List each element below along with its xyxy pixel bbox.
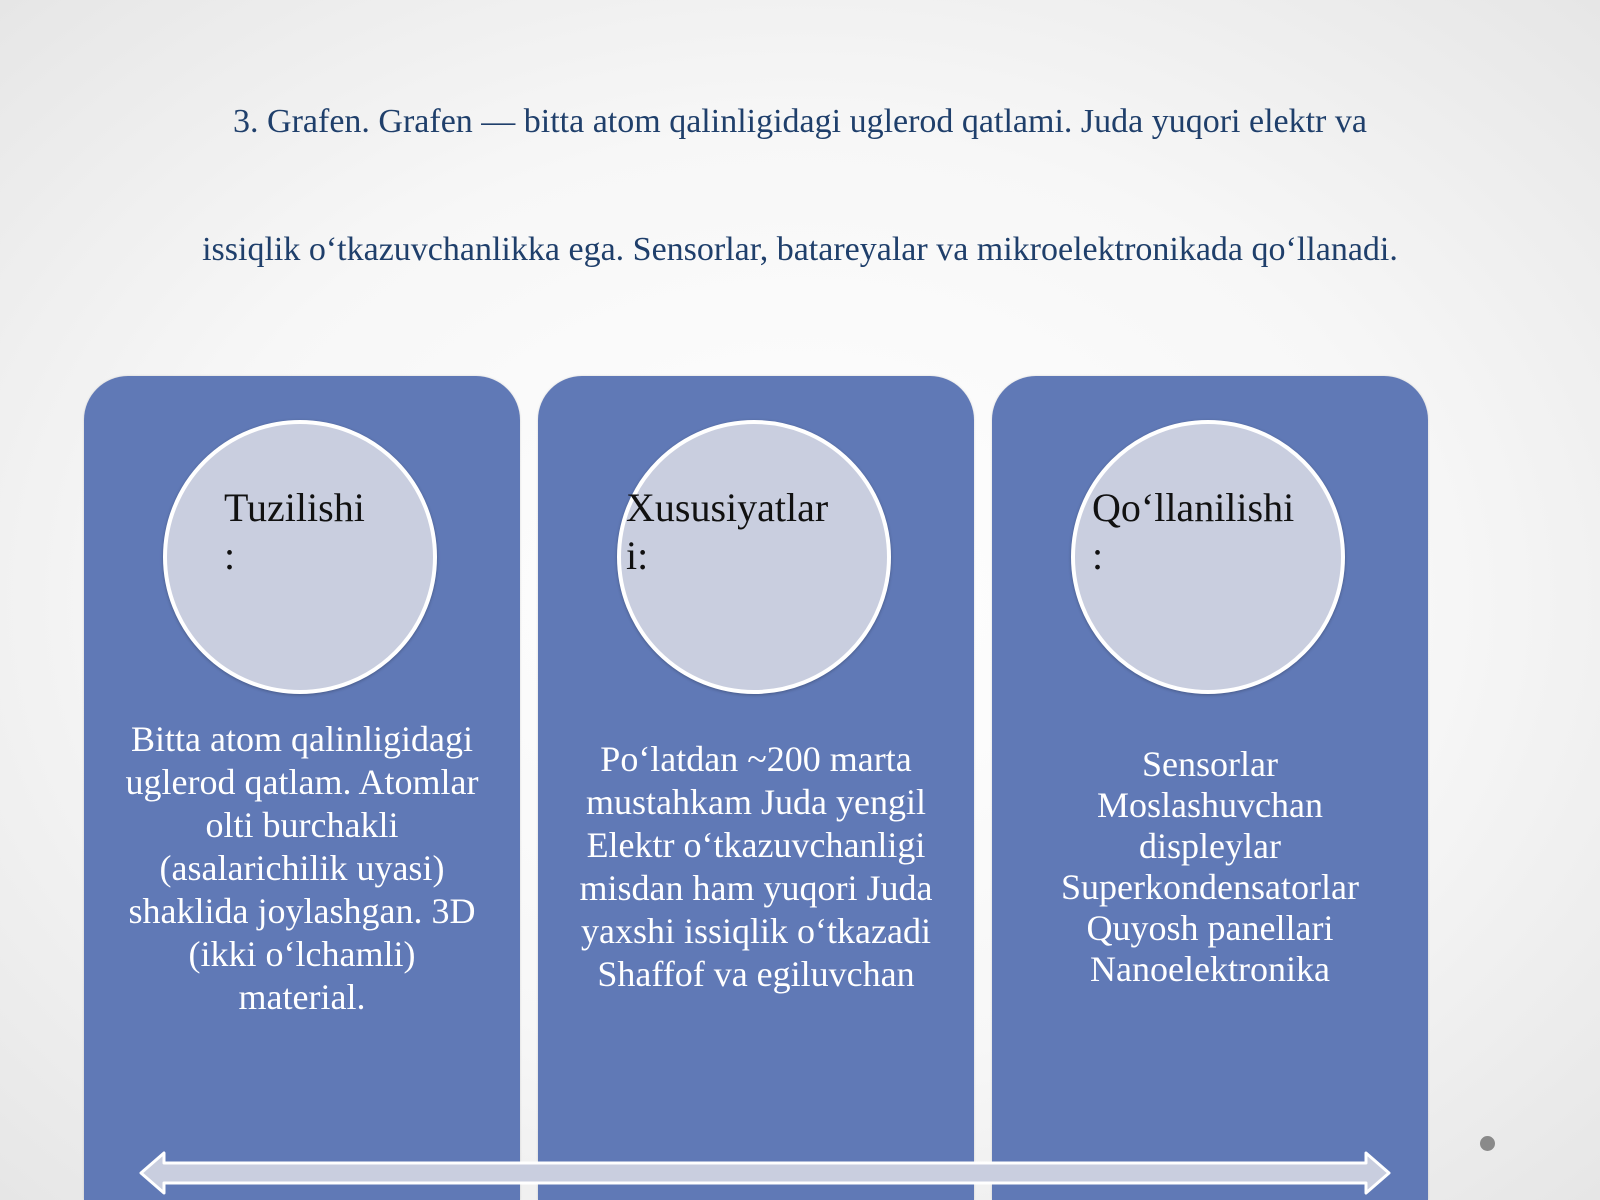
title-line-1: 3. Grafen. Grafen — bitta atom qalinligidagi uglerod qatlami. Juda yuqori elektr va [233, 103, 1367, 140]
body-applications: Sensorlar Moslashuvchan displeylar Superkondensatorlar Quyosh panellari Nanoelektronika [1061, 744, 1359, 989]
body-structure: Bitta atom qalinligidagi uglerod qatlam. Atomlar olti burchakli (asalarichilik uyasi) shaklida joylashgan. 3D (ikki o‘lchamli) material. [125, 719, 479, 1017]
page-indicator-dot [1480, 1136, 1495, 1151]
heading-applications: Qo‘llanilishi : [1092, 485, 1295, 578]
heading-properties: Xususiyatlar i: [626, 485, 829, 578]
body-properties: Po‘latdan ~200 marta mustahkam Juda yengil Elektr o‘tkazuvchanligi misdan ham yuqori Juda yaxshi issiqlik o‘tkazadi Shaffof va egiluvchan [579, 739, 933, 994]
title-line-2: issiqlik o‘tkazuvchanlikka ega. Sensorlar, batareyalar va mikroelektronikada qo‘llanadi. [202, 231, 1398, 268]
double-arrow-icon [138, 1150, 1392, 1196]
heading-structure: Tuzilishi : [224, 485, 365, 578]
